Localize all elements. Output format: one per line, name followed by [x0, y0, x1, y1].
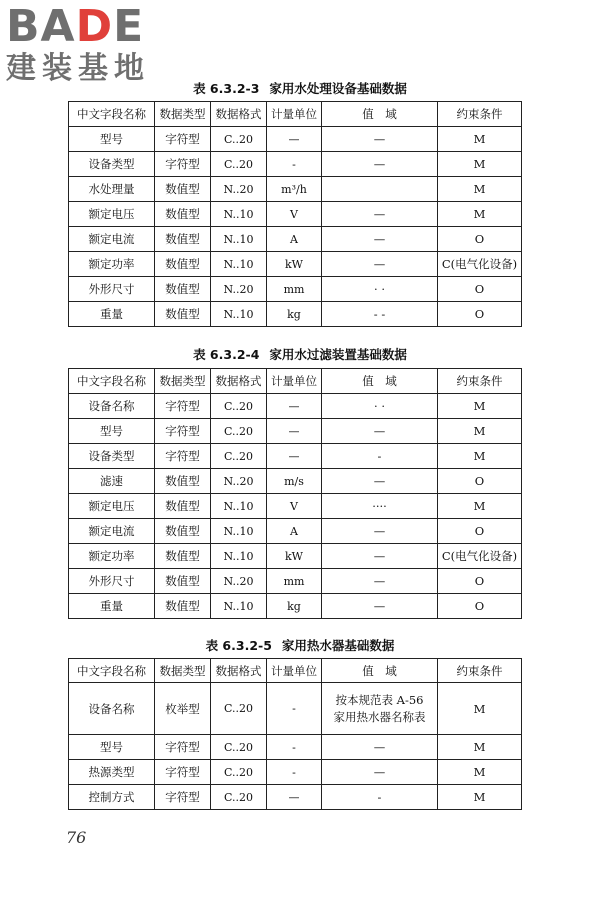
cell-unit: —	[267, 394, 322, 419]
cell-type: 数值型	[155, 544, 211, 569]
cell-type: 枚举型	[155, 683, 211, 735]
table-row	[69, 785, 522, 810]
cell-range: —	[322, 127, 438, 152]
cell-range: · ·	[322, 394, 438, 419]
cell-unit: -	[267, 735, 322, 760]
table-row	[69, 519, 522, 544]
cell-type: 数值型	[155, 277, 211, 302]
cell-unit: m³/h	[267, 177, 322, 202]
header-cell: 值 域	[322, 369, 438, 394]
table-row	[69, 683, 522, 735]
logo-brand: BADE	[6, 1, 145, 52]
page-number: 76	[66, 828, 87, 847]
cell-name: 额定电压	[69, 494, 155, 519]
cell-unit: -	[267, 683, 322, 735]
table-row	[69, 469, 522, 494]
cell-fmt: N..10	[211, 494, 267, 519]
table-header-row	[69, 102, 522, 127]
cell-constraint: O	[438, 469, 522, 494]
cell-unit: —	[267, 444, 322, 469]
cell-range: —	[322, 202, 438, 227]
cell-type: 数值型	[155, 302, 211, 327]
table-row	[69, 544, 522, 569]
cell-range: —	[322, 152, 438, 177]
table-row	[69, 252, 522, 277]
header-cell: 中文字段名称	[69, 659, 155, 683]
cell-fmt: N..10	[211, 202, 267, 227]
header-cell: 约束条件	[438, 659, 522, 683]
table-row	[69, 594, 522, 619]
table-row	[69, 127, 522, 152]
cell-range: —	[322, 760, 438, 785]
cell-unit: —	[267, 785, 322, 810]
cell-type: 数值型	[155, 227, 211, 252]
cell-type: 数值型	[155, 594, 211, 619]
cell-range: —	[322, 469, 438, 494]
table-row	[69, 202, 522, 227]
cell-fmt: N..10	[211, 519, 267, 544]
header-cell: 数据格式	[211, 102, 267, 127]
cell-name: 额定电流	[69, 227, 155, 252]
cell-type: 数值型	[155, 252, 211, 277]
cell-fmt: C..20	[211, 444, 267, 469]
cell-name: 水处理量	[69, 177, 155, 202]
header-cell: 数据格式	[211, 659, 267, 683]
cell-type: 字符型	[155, 152, 211, 177]
header-cell: 数据格式	[211, 369, 267, 394]
cell-fmt: N..10	[211, 252, 267, 277]
data-table-water-heater	[68, 658, 522, 810]
cell-constraint: M	[438, 785, 522, 810]
cell-range: ····	[322, 494, 438, 519]
header-cell: 中文字段名称	[69, 102, 155, 127]
cell-range: -	[322, 444, 438, 469]
table-row	[69, 569, 522, 594]
table-row	[69, 419, 522, 444]
header-cell: 计量单位	[267, 102, 322, 127]
cell-fmt: N..20	[211, 469, 267, 494]
cell-fmt: C..20	[211, 683, 267, 735]
cell-constraint: M	[438, 444, 522, 469]
data-table-water-treatment	[68, 101, 522, 327]
cell-name: 滤速	[69, 469, 155, 494]
table-row	[69, 735, 522, 760]
cell-constraint: M	[438, 419, 522, 444]
header-cell: 数据类型	[155, 659, 211, 683]
cell-range: —	[322, 594, 438, 619]
cell-range	[322, 177, 438, 202]
cell-fmt: C..20	[211, 760, 267, 785]
cell-constraint: O	[438, 277, 522, 302]
header-cell: 约束条件	[438, 102, 522, 127]
cell-unit: kg	[267, 594, 322, 619]
cell-constraint: M	[438, 683, 522, 735]
bade-logo	[6, 1, 186, 86]
cell-name: 重量	[69, 594, 155, 619]
cell-range: -	[322, 785, 438, 810]
cell-constraint: C(电气化设备)	[438, 252, 522, 277]
cell-type: 数值型	[155, 494, 211, 519]
cell-constraint: O	[438, 569, 522, 594]
cell-type: 字符型	[155, 127, 211, 152]
cell-fmt: C..20	[211, 735, 267, 760]
cell-name: 型号	[69, 127, 155, 152]
cell-fmt: N..20	[211, 569, 267, 594]
cell-name: 外形尺寸	[69, 569, 155, 594]
cell-constraint: M	[438, 152, 522, 177]
cell-constraint: M	[438, 202, 522, 227]
cell-type: 字符型	[155, 444, 211, 469]
cell-name: 设备类型	[69, 444, 155, 469]
cell-name: 额定电压	[69, 202, 155, 227]
cell-constraint: M	[438, 760, 522, 785]
cell-fmt: C..20	[211, 127, 267, 152]
cell-constraint: O	[438, 519, 522, 544]
cell-type: 数值型	[155, 469, 211, 494]
header-cell: 中文字段名称	[69, 369, 155, 394]
cell-name: 设备名称	[69, 394, 155, 419]
table-row	[69, 177, 522, 202]
cell-fmt: N..10	[211, 544, 267, 569]
table-row	[69, 760, 522, 785]
logo-subtitle: 建装基地	[6, 51, 150, 86]
cell-type: 字符型	[155, 735, 211, 760]
cell-range: —	[322, 569, 438, 594]
cell-fmt: N..20	[211, 277, 267, 302]
cell-unit: A	[267, 227, 322, 252]
table-row	[69, 494, 522, 519]
cell-type: 字符型	[155, 760, 211, 785]
cell-range: —	[322, 519, 438, 544]
cell-type: 数值型	[155, 177, 211, 202]
cell-name: 额定电流	[69, 519, 155, 544]
header-cell: 计量单位	[267, 659, 322, 683]
cell-unit: kg	[267, 302, 322, 327]
cell-constraint: C(电气化设备)	[438, 544, 522, 569]
cell-type: 数值型	[155, 519, 211, 544]
cell-constraint: M	[438, 177, 522, 202]
table-row	[69, 444, 522, 469]
cell-unit: -	[267, 760, 322, 785]
cell-range: · ·	[322, 277, 438, 302]
cell-fmt: C..20	[211, 152, 267, 177]
cell-fmt: N..10	[211, 227, 267, 252]
table-row	[69, 152, 522, 177]
cell-type: 字符型	[155, 785, 211, 810]
data-table-water-filter	[68, 368, 522, 619]
cell-name: 型号	[69, 419, 155, 444]
cell-name: 额定功率	[69, 252, 155, 277]
cell-name: 设备类型	[69, 152, 155, 177]
table-row	[69, 394, 522, 419]
table-caption: 表 6.3.2-4 家用水过滤装置基础数据	[193, 347, 407, 362]
cell-type: 数值型	[155, 202, 211, 227]
cell-range: - -	[322, 302, 438, 327]
cell-type: 数值型	[155, 569, 211, 594]
table-row	[69, 302, 522, 327]
cell-fmt: N..10	[211, 302, 267, 327]
cell-fmt: N..10	[211, 594, 267, 619]
cell-constraint: O	[438, 227, 522, 252]
table-header-row	[69, 369, 522, 394]
cell-fmt: C..20	[211, 419, 267, 444]
cell-constraint: M	[438, 127, 522, 152]
cell-unit: mm	[267, 569, 322, 594]
cell-range: —	[322, 735, 438, 760]
cell-unit: —	[267, 127, 322, 152]
cell-range: —	[322, 544, 438, 569]
cell-constraint: M	[438, 735, 522, 760]
cell-name: 型号	[69, 735, 155, 760]
table-caption: 表 6.3.2-3 家用水处理设备基础数据	[193, 81, 407, 96]
header-cell: 数据类型	[155, 102, 211, 127]
cell-unit: kW	[267, 544, 322, 569]
cell-unit: kW	[267, 252, 322, 277]
cell-range: —	[322, 419, 438, 444]
cell-unit: mm	[267, 277, 322, 302]
table-header-row	[69, 659, 522, 683]
table-caption: 表 6.3.2-5 家用热水器基础数据	[205, 638, 395, 653]
cell-name: 外形尺寸	[69, 277, 155, 302]
cell-constraint: M	[438, 394, 522, 419]
header-cell: 计量单位	[267, 369, 322, 394]
cell-range: 按本规范表 A-56 家用热水器名称表	[322, 683, 438, 735]
cell-unit: V	[267, 202, 322, 227]
cell-name: 热源类型	[69, 760, 155, 785]
header-cell: 值 域	[322, 659, 438, 683]
cell-unit: V	[267, 494, 322, 519]
table-row	[69, 227, 522, 252]
cell-fmt: C..20	[211, 394, 267, 419]
cell-constraint: M	[438, 494, 522, 519]
cell-name: 额定功率	[69, 544, 155, 569]
header-cell: 值 域	[322, 102, 438, 127]
cell-type: 字符型	[155, 419, 211, 444]
cell-constraint: O	[438, 594, 522, 619]
cell-fmt: C..20	[211, 785, 267, 810]
table-row	[69, 277, 522, 302]
cell-range: —	[322, 252, 438, 277]
cell-name: 重量	[69, 302, 155, 327]
cell-unit: m/s	[267, 469, 322, 494]
header-cell: 数据类型	[155, 369, 211, 394]
cell-fmt: N..20	[211, 177, 267, 202]
cell-range: —	[322, 227, 438, 252]
cell-unit: A	[267, 519, 322, 544]
header-cell: 约束条件	[438, 369, 522, 394]
cell-type: 字符型	[155, 394, 211, 419]
cell-name: 控制方式	[69, 785, 155, 810]
cell-unit: -	[267, 152, 322, 177]
cell-name: 设备名称	[69, 683, 155, 735]
cell-unit: —	[267, 419, 322, 444]
cell-constraint: O	[438, 302, 522, 327]
